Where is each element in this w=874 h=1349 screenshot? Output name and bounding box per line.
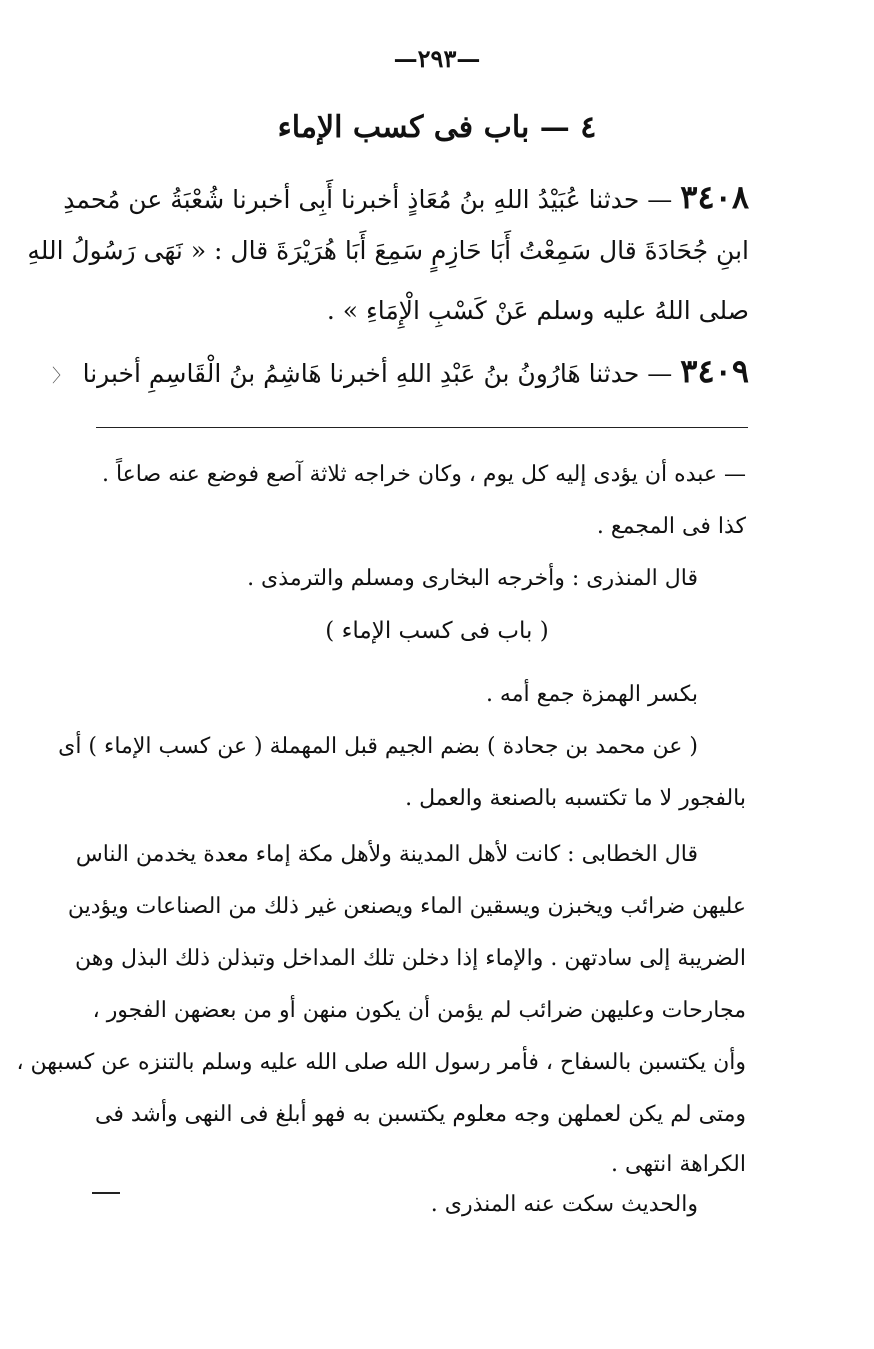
hadith-text: — حدثنا عُبَيْدُ اللهِ بنُ مُعَاذٍ أخبرنا أَبِى أخبرنا شُعْبَةُ عن مُحمدِ bbox=[63, 185, 673, 214]
hadith-number: ٣٤٠٩ bbox=[680, 352, 749, 390]
commentary-line-2: كذا فى المجمع . bbox=[596, 514, 746, 539]
footnote-divider bbox=[96, 427, 748, 428]
closing-note: والحديث سكت عنه المنذرى . bbox=[430, 1192, 698, 1217]
hadith-3408-line-1 bbox=[63, 178, 749, 216]
hadith-number: ٣٤٠٨ bbox=[680, 178, 749, 216]
paragraph-b-line-5: وأن يكتسبن بالسفاح ، فأمر رسول الله صلى الله عليه وسلم بالتنزه عن كسبهن ، bbox=[16, 1050, 746, 1075]
paragraph-b-line-6: ومتى لم يكن لعملهن وجه معلوم يكتسبن به فهو أبلغ فى النهى وأشد فى bbox=[95, 1102, 746, 1127]
commentary-line-1: — عبده أن يؤدى إليه كل يوم ، وكان خراجه ثلاثة آصع فوضع عنه صاعاً . bbox=[101, 462, 746, 487]
paragraph-a-line-2: بالفجور لا ما تكتسبه بالصنعة والعمل . bbox=[405, 786, 746, 811]
paragraph-b-line-1: قال الخطابى : كانت لأهل المدينة ولأهل مكة إماء معدة يخدمن الناس bbox=[75, 842, 698, 867]
hadith-text: — حدثنا هَارُونُ بنُ عَبْدِ اللهِ أخبرنا هَاشِمُ بنُ الْقَاسِمِ أخبرنا bbox=[82, 359, 673, 388]
hadith-3408-line-2: ابنِ جُحَادَةَ قال سَمِعْتُ أَبَا حَازِمٍ سَمِعَ أَبَا هُرَيْرَةَ قال : « نَهَى رَسُولُ اللهِ bbox=[27, 236, 749, 265]
paragraph-b-line-4: مجارحات وعليهن ضرائب لم يؤمن أن يكون منهن أو من بعضهن الفجور ، bbox=[92, 998, 746, 1023]
margin-mark: 〈 bbox=[52, 366, 70, 387]
hadith-3408-line-3: صلى اللهُ عليه وسلم عَنْ كَسْبِ الْإِمَاءِ » . bbox=[326, 296, 749, 325]
closing-dash bbox=[92, 1192, 120, 1194]
page-number: —٢٩٣— bbox=[393, 44, 481, 73]
hadith-3409-line-1 bbox=[82, 352, 749, 390]
paragraph-b-line-2: عليهن ضرائب ويخبزن ويسقين الماء ويصنعن غير ذلك من الصناعات ويؤدين bbox=[67, 894, 746, 919]
mundhiri-note: قال المنذرى : وأخرجه البخارى ومسلم والترمذى . bbox=[247, 566, 698, 591]
paragraph-b-line-7: الكراهة انتهى . bbox=[611, 1152, 746, 1177]
plural-note: بكسر الهمزة جمع أمه . bbox=[485, 682, 698, 707]
chapter-title: ٤ — باب فى كسب الإماء bbox=[277, 110, 597, 145]
chapter-reference: ( باب فى كسب الإماء ) bbox=[325, 618, 549, 644]
paragraph-b-line-3: الضريبة إلى سادتهن . والإماء إذا دخلن تلك المداخل وتبذلن ذلك البذل وهن bbox=[75, 946, 746, 971]
paragraph-a-line-1: ( عن محمد بن جحادة ) بضم الجيم قبل المهملة ( عن كسب الإماء ) أى bbox=[58, 734, 698, 759]
